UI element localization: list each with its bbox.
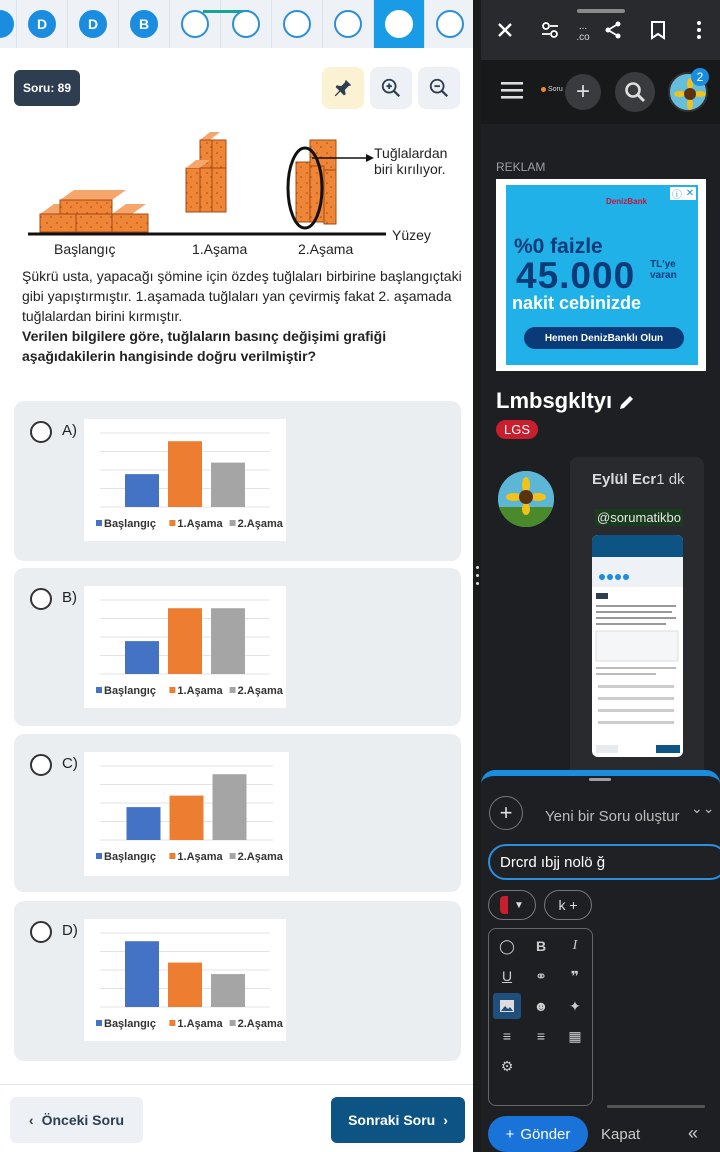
split-divider[interactable] [473, 0, 481, 1152]
pin-icon [332, 77, 354, 99]
post-author-name: Eylül Ecr [592, 471, 657, 488]
thumbnail-image [592, 535, 683, 757]
legend-swatch [230, 687, 236, 693]
answer-option[interactable] [14, 734, 461, 892]
answer-radio[interactable] [30, 921, 52, 943]
add-icon[interactable]: + [565, 74, 601, 110]
question-nav-circle: D [79, 10, 107, 38]
post-card [570, 457, 704, 777]
answer-letter: B) [62, 589, 77, 606]
previous-question-button[interactable] [10, 1097, 143, 1143]
sparkle-icon[interactable]: ✦ [569, 997, 581, 1014]
question-nav-cell[interactable] [272, 0, 323, 48]
new-question-plus-icon[interactable]: + [489, 796, 523, 830]
formatting-toolbar [488, 928, 593, 1106]
question-nav-circle [0, 10, 14, 38]
ad-brand: DenizBank [606, 197, 647, 206]
composer-drag-handle[interactable] [589, 778, 611, 781]
window-handle[interactable] [577, 9, 625, 13]
ad-line3: nakit cebinizde [512, 293, 642, 313]
question-number-badge: Soru: 89 [14, 70, 80, 106]
legend-swatch [230, 520, 236, 526]
tag-selector[interactable]: k + [544, 890, 592, 920]
bar-chart [84, 752, 289, 876]
question-text [22, 266, 462, 366]
legend-swatch [96, 1020, 102, 1026]
bar-2 [168, 963, 202, 1007]
category-selector[interactable] [488, 890, 536, 920]
ad-tl [650, 259, 677, 281]
send-button[interactable] [488, 1116, 588, 1152]
topic-title [496, 388, 636, 414]
question-nav-circle [181, 10, 209, 38]
ad-choices-icon[interactable]: ⓘ ✕ [671, 188, 695, 201]
question-nav-cell[interactable] [68, 0, 119, 48]
site-nav [481, 60, 720, 124]
question-nav-circle [436, 10, 464, 38]
calendar-icon[interactable]: ▦ [568, 1027, 582, 1044]
bar-2 [170, 796, 204, 840]
bar-3 [211, 974, 245, 1007]
close-composer-button[interactable]: Kapat [601, 1126, 641, 1143]
post-author-avatar[interactable] [498, 471, 554, 527]
bar-3 [211, 608, 245, 674]
image-icon[interactable] [493, 993, 521, 1019]
bold-icon[interactable]: B [535, 938, 547, 954]
question-nav-circle [334, 10, 362, 38]
mention-link[interactable]: @sorumatikbo [597, 510, 682, 525]
label-stage2: 2.Aşama [298, 241, 354, 257]
question-nav-circle [232, 10, 260, 38]
advertisement[interactable] [496, 179, 706, 371]
edit-pencil-icon[interactable] [618, 393, 636, 411]
topic-body [481, 124, 720, 774]
new-question-label[interactable] [545, 800, 715, 825]
next-question-label: Sonraki Soru [348, 1112, 436, 1128]
chevron-right-icon: › [443, 1112, 448, 1128]
bottom-bar [0, 1084, 473, 1152]
site-dot-icon [541, 87, 546, 92]
composer-title-input[interactable]: Drcrd ıbjj nolö ğ [488, 844, 720, 880]
composer-scrollbar[interactable] [607, 1105, 705, 1108]
bar-3 [211, 463, 245, 507]
post-time: 1 dk [656, 471, 685, 488]
answer-chart [84, 419, 286, 541]
bricks-stage2 [288, 140, 374, 228]
legend-label: 2.Aşama [237, 685, 283, 697]
question-prompt: Verilen bilgilere göre, tuğlaların basınç değişimi grafiği aşağıdakilerin hangisinde doğru verilmiştir? [22, 328, 387, 364]
bar-1 [125, 474, 159, 507]
send-label: Gönder [520, 1125, 571, 1143]
legend-label: 1.Aşama [177, 518, 223, 530]
align-center-icon[interactable]: ≡ [502, 1028, 512, 1044]
legend-swatch [169, 853, 175, 859]
next-question-button[interactable] [331, 1097, 465, 1143]
bar-chart [84, 586, 286, 708]
label-stage1: 1.Aşama [192, 241, 248, 257]
answer-option[interactable] [14, 568, 461, 726]
sunflower-icon [498, 471, 554, 527]
chevron-down-icon: ▼ [514, 899, 524, 911]
legend-label: 1.Aşama [177, 685, 223, 697]
legend-swatch [96, 520, 102, 526]
legend-label: 1.Aşama [177, 851, 223, 863]
settings-gear-icon[interactable]: ⚙ [500, 1057, 514, 1074]
legend-swatch [230, 1020, 236, 1026]
ad-amount: 45.000 [516, 255, 636, 296]
align-right-icon[interactable]: ≡ [536, 1028, 546, 1044]
pin-button[interactable] [322, 67, 364, 109]
bar-1 [127, 807, 161, 840]
callout-line2: biri kırılıyor. [374, 161, 446, 177]
legend-label: Başlangıç [104, 1018, 156, 1030]
bookmark-icon[interactable] [644, 16, 672, 44]
category-tag[interactable]: LGS [496, 420, 538, 439]
bar-3 [213, 774, 247, 840]
answer-radio[interactable] [30, 588, 52, 610]
hamburger-menu-icon[interactable] [501, 80, 523, 105]
legend-label: 2.Aşama [237, 1018, 283, 1030]
notification-badge[interactable]: 2 [691, 68, 709, 86]
question-nav-circle [283, 10, 311, 38]
search-icon[interactable] [615, 72, 655, 112]
question-nav-cell[interactable] [374, 0, 425, 48]
speech-bubble-icon[interactable]: ◯ [499, 937, 515, 954]
browser-pane [481, 0, 720, 1152]
legend-label: 2.Aşama [237, 518, 283, 530]
question-nav-circle: B [130, 10, 158, 38]
answer-chart [84, 752, 289, 876]
post-author[interactable] [592, 471, 685, 488]
bar-chart [84, 419, 286, 541]
answer-letter: C) [62, 755, 78, 772]
chevron-left-icon: ‹ [28, 1112, 34, 1128]
legend-swatch [96, 687, 102, 693]
answer-chart [84, 586, 286, 708]
bar-2 [168, 441, 202, 507]
question-nav-cell[interactable] [0, 0, 17, 48]
legend-label: Başlangıç [104, 851, 156, 863]
italic-icon[interactable]: I [572, 938, 578, 953]
more-options-icon[interactable] [685, 16, 713, 44]
site-tab[interactable] [541, 86, 563, 93]
answer-radio[interactable] [30, 421, 52, 443]
drag-dot [476, 574, 479, 577]
legend-swatch [169, 1020, 175, 1026]
question-body: Şükrü usta, yapacağı şömine için özdeş tuğlaları birbirine başlangıçtaki gibi yapıştırmıştır. 1.aşamada tuğlaları yan çevirmiş fakat 2. aşamada tuğlalardan birini kırmıştır. [22, 268, 462, 324]
site-tab-label: Soru [548, 86, 563, 93]
answer-option[interactable] [14, 901, 461, 1061]
legend-label: 1.Aşama [177, 1018, 223, 1030]
question-nav-cell[interactable] [170, 0, 221, 48]
brick-figure [14, 130, 464, 260]
collapse-down-icon[interactable]: ⌄⌄ [691, 800, 715, 816]
answer-radio[interactable] [30, 754, 52, 776]
question-nav-cell[interactable] [323, 0, 374, 48]
bricks-start [40, 190, 148, 232]
screenshot-thumbnail[interactable] [592, 535, 683, 757]
ad-label: REKLAM [496, 160, 546, 174]
reply-composer [481, 770, 720, 1152]
zoom-out-button[interactable] [418, 67, 460, 109]
bricks-stage1 [186, 132, 226, 212]
answer-chart [84, 919, 286, 1041]
label-surface: Yüzey [392, 227, 431, 243]
browser-toolbar [481, 0, 720, 60]
double-chevron-left-icon[interactable]: « [688, 1123, 699, 1143]
question-nav-circle [385, 10, 413, 38]
zoom-out-icon [428, 77, 450, 99]
legend-swatch [230, 853, 236, 859]
drag-dot [476, 566, 479, 569]
answer-letter: D) [62, 922, 78, 939]
question-nav-cell[interactable] [17, 0, 68, 48]
quote-icon[interactable]: ❞ [570, 967, 580, 984]
previous-question-label: Önceki Soru [41, 1112, 125, 1128]
bar-1 [125, 941, 159, 1007]
drag-dot [476, 582, 479, 585]
question-nav-cell[interactable] [425, 0, 473, 48]
question-nav-cell[interactable] [119, 0, 170, 48]
question-navigator [0, 0, 473, 48]
answer-option[interactable] [14, 401, 461, 561]
callout-line1: Tuğlalardan [374, 145, 448, 161]
legend-swatch [169, 520, 175, 526]
answer-letter: A) [62, 422, 77, 439]
url-fragment[interactable]: ... .co [576, 21, 590, 43]
legend-swatch [96, 853, 102, 859]
ad-cta-button[interactable]: Hemen DenizBanklı Olun [524, 327, 684, 349]
new-question-text: Yeni bir Soru oluştur [545, 808, 680, 825]
legend-label: Başlangıç [104, 685, 156, 697]
question-nav-circle: D [28, 10, 56, 38]
emoji-icon[interactable]: ☻ [533, 998, 549, 1014]
share-icon[interactable] [599, 16, 627, 44]
legend-swatch [169, 687, 175, 693]
zoom-in-icon [380, 77, 402, 99]
link-icon[interactable]: ⚭ [535, 967, 547, 984]
topic-title-text: Lmbsgkltyı [496, 388, 613, 413]
bar-chart [84, 919, 286, 1041]
site-settings-icon[interactable] [536, 16, 564, 44]
ad-line1: %0 faizle [514, 235, 603, 258]
legend-label: Başlangıç [104, 518, 156, 530]
ad-tl-line1: TL'ye [650, 259, 676, 270]
zoom-in-button[interactable] [370, 67, 412, 109]
close-icon[interactable] [491, 16, 519, 44]
underline-icon[interactable]: U [501, 968, 513, 984]
bar-1 [125, 641, 159, 674]
category-color-dot [500, 896, 508, 914]
legend-label: 2.Aşama [237, 851, 283, 863]
bar-2 [168, 608, 202, 674]
label-start: Başlangıç [54, 241, 116, 257]
question-nav-cell[interactable] [221, 0, 272, 48]
plus-icon: + [505, 1125, 515, 1143]
ad-tl-line2: varan [650, 270, 677, 281]
